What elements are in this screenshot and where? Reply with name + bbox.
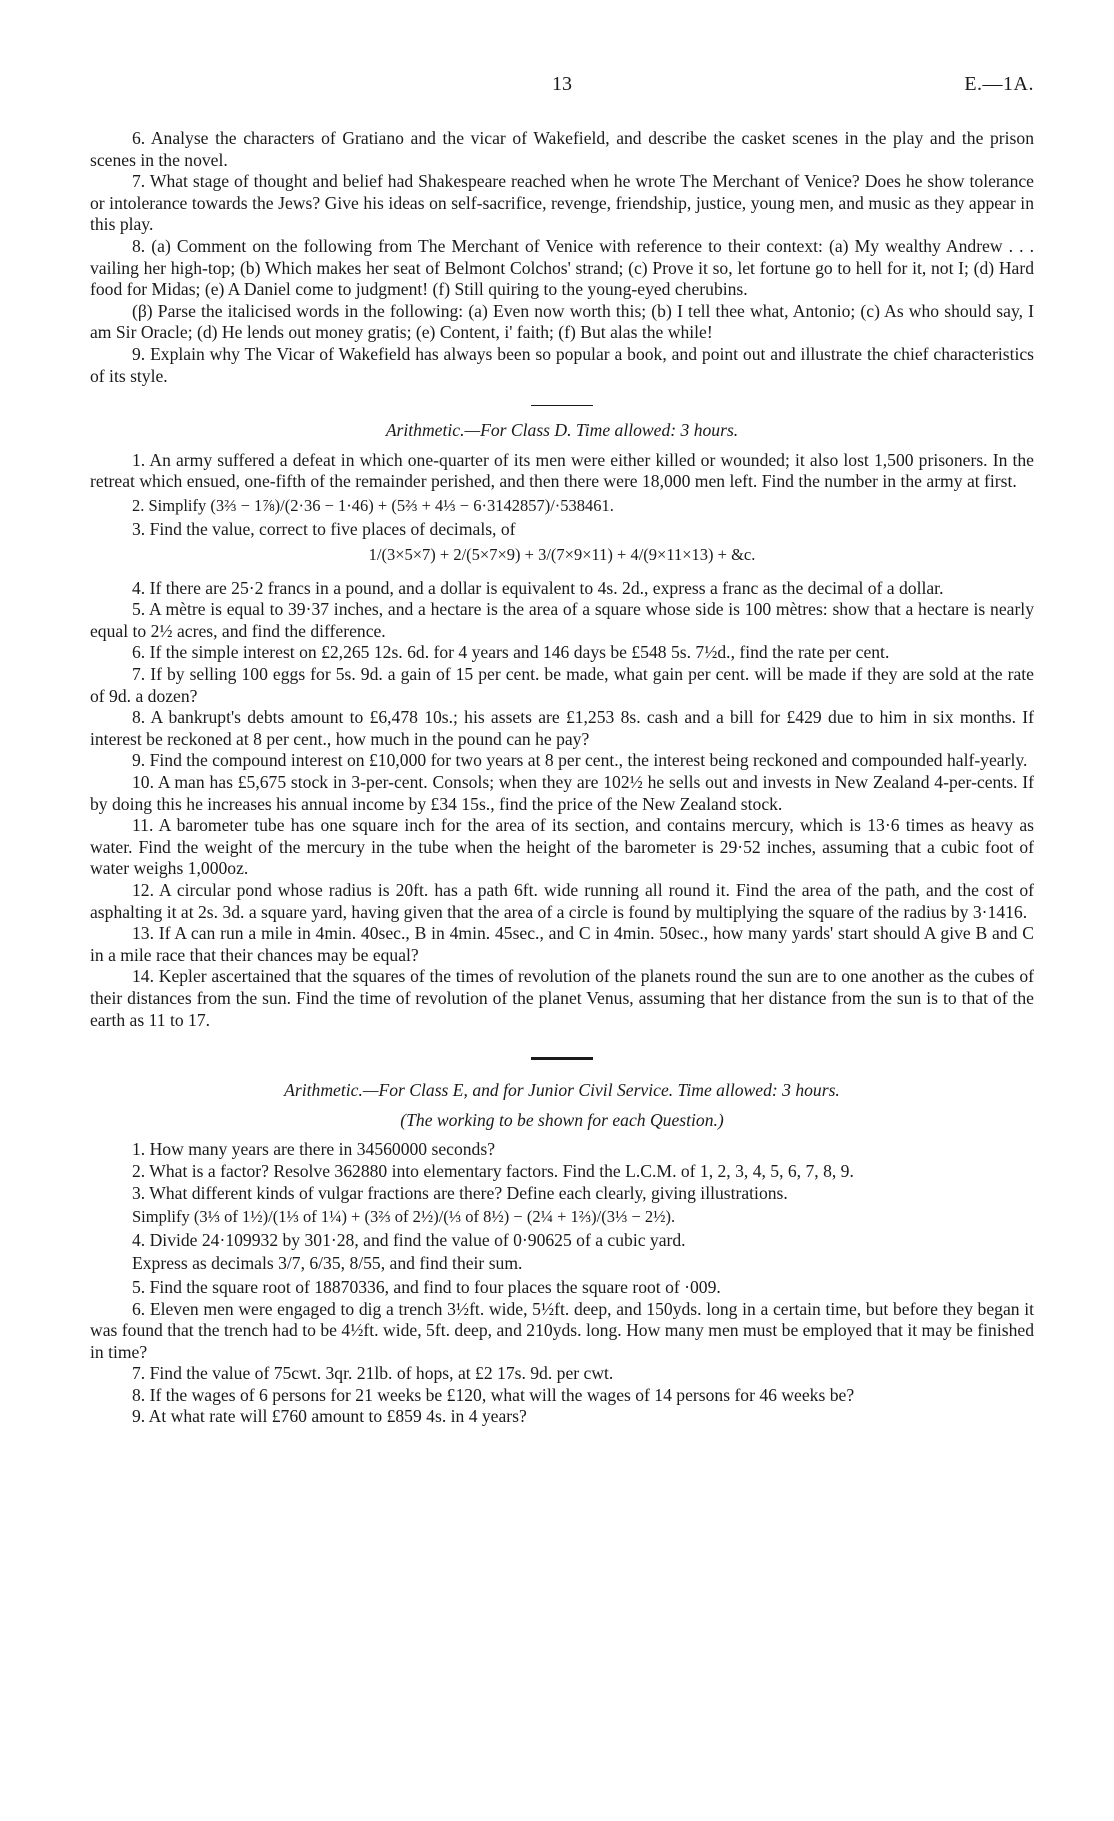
- question-9-literature: 9. Explain why The Vicar of Wakefield has always been so popular a book, and point out and illustrate the chief characteristics of its style.: [90, 343, 1034, 386]
- page-header: [90, 74, 1034, 100]
- question-3-simplify: Simplify (3⅓ of 1½)/(1⅓ of 1¼) + (3⅔ of 2½)/(⅓ of 8½) − (2¼ + 1⅔)/(3⅓ − 2½).: [132, 1207, 676, 1227]
- question-6-class-e: 6. Eleven men were engaged to dig a trench 3½ft. wide, 5½ft. deep, and 150yds. long in a certain time, but before they began it was found that the trench had to be 4½ft. wide, 5ft. deep, and 210yds. long. How many men must be employed that it may be finished in time?: [90, 1298, 1034, 1362]
- page-number: 13: [552, 73, 572, 95]
- question-7-literature: 7. What stage of thought and belief had Shakespeare reached when he wrote The Merchant of Venice? Does he show tolerance or intolerance towards the Jews? Give his ideas on self-sacrifice, revenge, friendship, justice, young men, and music as they appear in this play.: [90, 171, 1034, 235]
- question-2-class-d: 2. Simplify (3⅔ − 1⅞)/(2·36 − 1·46) + (5⅔ + 4⅓ − 6·3142857)/·538461.: [132, 495, 614, 515]
- question-9-class-e: 9. At what rate will £760 amount to £859 4s. in 4 years?: [132, 1406, 527, 1427]
- question-13-class-d: 13. If A can run a mile in 4min. 40sec., B in 4min. 45sec., and C in 4min. 50sec., how many yards' start should A give B and C in a mile race that their chances may be equal?: [90, 923, 1034, 965]
- question-8-beta: (β) Parse the italicised words in the following: (a) Even now worth this; (b) I tell thee what, Antonio; (c) As who should say, I am Sir Oracle; (d) He lends out money gratis; (e) Content, i' faith; (f) But alas the while!: [90, 300, 1034, 343]
- section-divider: [531, 405, 593, 406]
- question-5-class-e: 5. Find the square root of 18870336, and find to four places the square root of ·009.: [132, 1276, 721, 1297]
- question-5-class-d: 5. A mètre is equal to 39·37 inches, and a hectare is the area of a square whose side is 100 mètres: show that a hectare is nearly equal to 2½ acres, and find the difference.: [90, 599, 1034, 641]
- question-4-class-e: 4. Divide 24·109932 by 301·28, and find the value of 0·90625 of a cubic yard.: [132, 1229, 686, 1250]
- question-3-series: 1/(3×5×7) + 2/(5×7×9) + 3/(7×9×11) + 4/(9×11×13) + &c.: [368, 545, 756, 565]
- question-14-class-d: 14. Kepler ascertained that the squares of the times of revolution of the planets round the sun are to one another as the cubes of their distances from the sun. Find the time of revolution of the planet Venus, assuming that her distance from the sun is to that of the earth as 11 to 17.: [90, 966, 1034, 1030]
- document-reference: E.—1A.: [964, 73, 1034, 95]
- question-1-class-d: 1. An army suffered a defeat in which one-quarter of its men were either killed or wounded; it also lost 1,500 prisoners. In the retreat which ensued, one-fifth of the remainder perished, and then there were 18,000 men left. Find the number in the army at first.: [90, 449, 1034, 492]
- question-2-class-e: 2. What is a factor? Resolve 362880 into elementary factors. Find the L.C.M. of 1, 2, 3, 4, 5, 6, 7, 8, 9.: [132, 1160, 854, 1181]
- question-1-class-e: 1. How many years are there in 34560000 seconds?: [132, 1139, 496, 1160]
- question-7-class-e: 7. Find the value of 75cwt. 3qr. 21lb. of hops, at £2 17s. 9d. per cwt.: [132, 1363, 614, 1384]
- question-8-class-d: 8. A bankrupt's debts amount to £6,478 10s.; his assets are £1,253 8s. cash and a bill for £429 due to him in six months. If interest be reckoned at 8 per cent., how much in the pound can he pay?: [90, 707, 1034, 749]
- question-7-class-d: 7. If by selling 100 eggs for 5s. 9d. a gain of 15 per cent. be made, what gain per cent. will be made if they are sold at the rate of 9d. a dozen?: [90, 664, 1034, 706]
- question-8-literature: 8. (a) Comment on the following from The Merchant of Venice with reference to their context: (a) My wealthy Andrew . . . vailing her high-top; (b) Which makes her seat of Belmont Colchos' strand; (c) Prove it so, let fortune go to hell for it, not I; (d) Hard food for Midas; (e) A Daniel come to judgment! (f) Still quiring to the young-eyed cherubins.: [90, 235, 1034, 300]
- question-8-class-e: 8. If the wages of 6 persons for 21 weeks be £120, what will the wages of 14 persons for 46 weeks be?: [132, 1384, 855, 1405]
- section-divider-thick: [531, 1057, 593, 1060]
- question-6-literature: 6. Analyse the characters of Gratiano and the vicar of Wakefield, and describe the casket scenes in the play and the prison scenes in the novel.: [90, 128, 1034, 170]
- question-9-class-d: 9. Find the compound interest on £10,000 for two years at 8 per cent., the interest being reckoned and compounded half-yearly.: [132, 750, 1028, 771]
- question-3-class-e: 3. What different kinds of vulgar fractions are there? Define each clearly, giving illustrations.: [132, 1182, 788, 1203]
- question-12-class-d: 12. A circular pond whose radius is 20ft. has a path 6ft. wide running all round it. Find the area of the path, and the cost of asphalting it at 2s. 3d. a square yard, having given that the area of a circle is found by multiplying the square of the radius by 3·1416.: [90, 880, 1034, 922]
- section-subtitle-class-e: (The working to be shown for each Question.): [400, 1109, 724, 1130]
- question-10-class-d: 10. A man has £5,675 stock in 3-per-cent. Consols; when they are 102½ he sells out and invests in New Zealand 4-per-cents. If by doing this he increases his annual income by £34 15s., find the price of the New Zealand stock.: [90, 772, 1034, 814]
- question-6-class-d: 6. If the simple interest on £2,265 12s. 6d. for 4 years and 146 days be £548 5s. 7½d., find the rate per cent.: [132, 642, 890, 663]
- section-title-class-e: Arithmetic.—For Class E, and for Junior Civil Service. Time allowed: 3 hours.: [284, 1080, 840, 1101]
- question-4-express: Express as decimals 3/7, 6/35, 8/55, and find their sum.: [132, 1253, 523, 1274]
- question-4-class-d: 4. If there are 25·2 francs in a pound, and a dollar is equivalent to 4s. 2d., express a franc as the decimal of a dollar.: [132, 577, 944, 598]
- question-11-class-d: 11. A barometer tube has one square inch for the area of its section, and contains mercury, which is 13·6 times as heavy as water. Find the weight of the mercury in the tube when the height of the barometer is 29·52 inches, assuming that a cubic foot of water weighs 1,000oz.: [90, 815, 1034, 879]
- section-title-class-d: Arithmetic.—For Class D. Time allowed: 3 hours.: [385, 420, 739, 441]
- question-3-class-d: 3. Find the value, correct to five places of decimals, of: [132, 518, 516, 539]
- page-content: [90, 128, 1034, 1428]
